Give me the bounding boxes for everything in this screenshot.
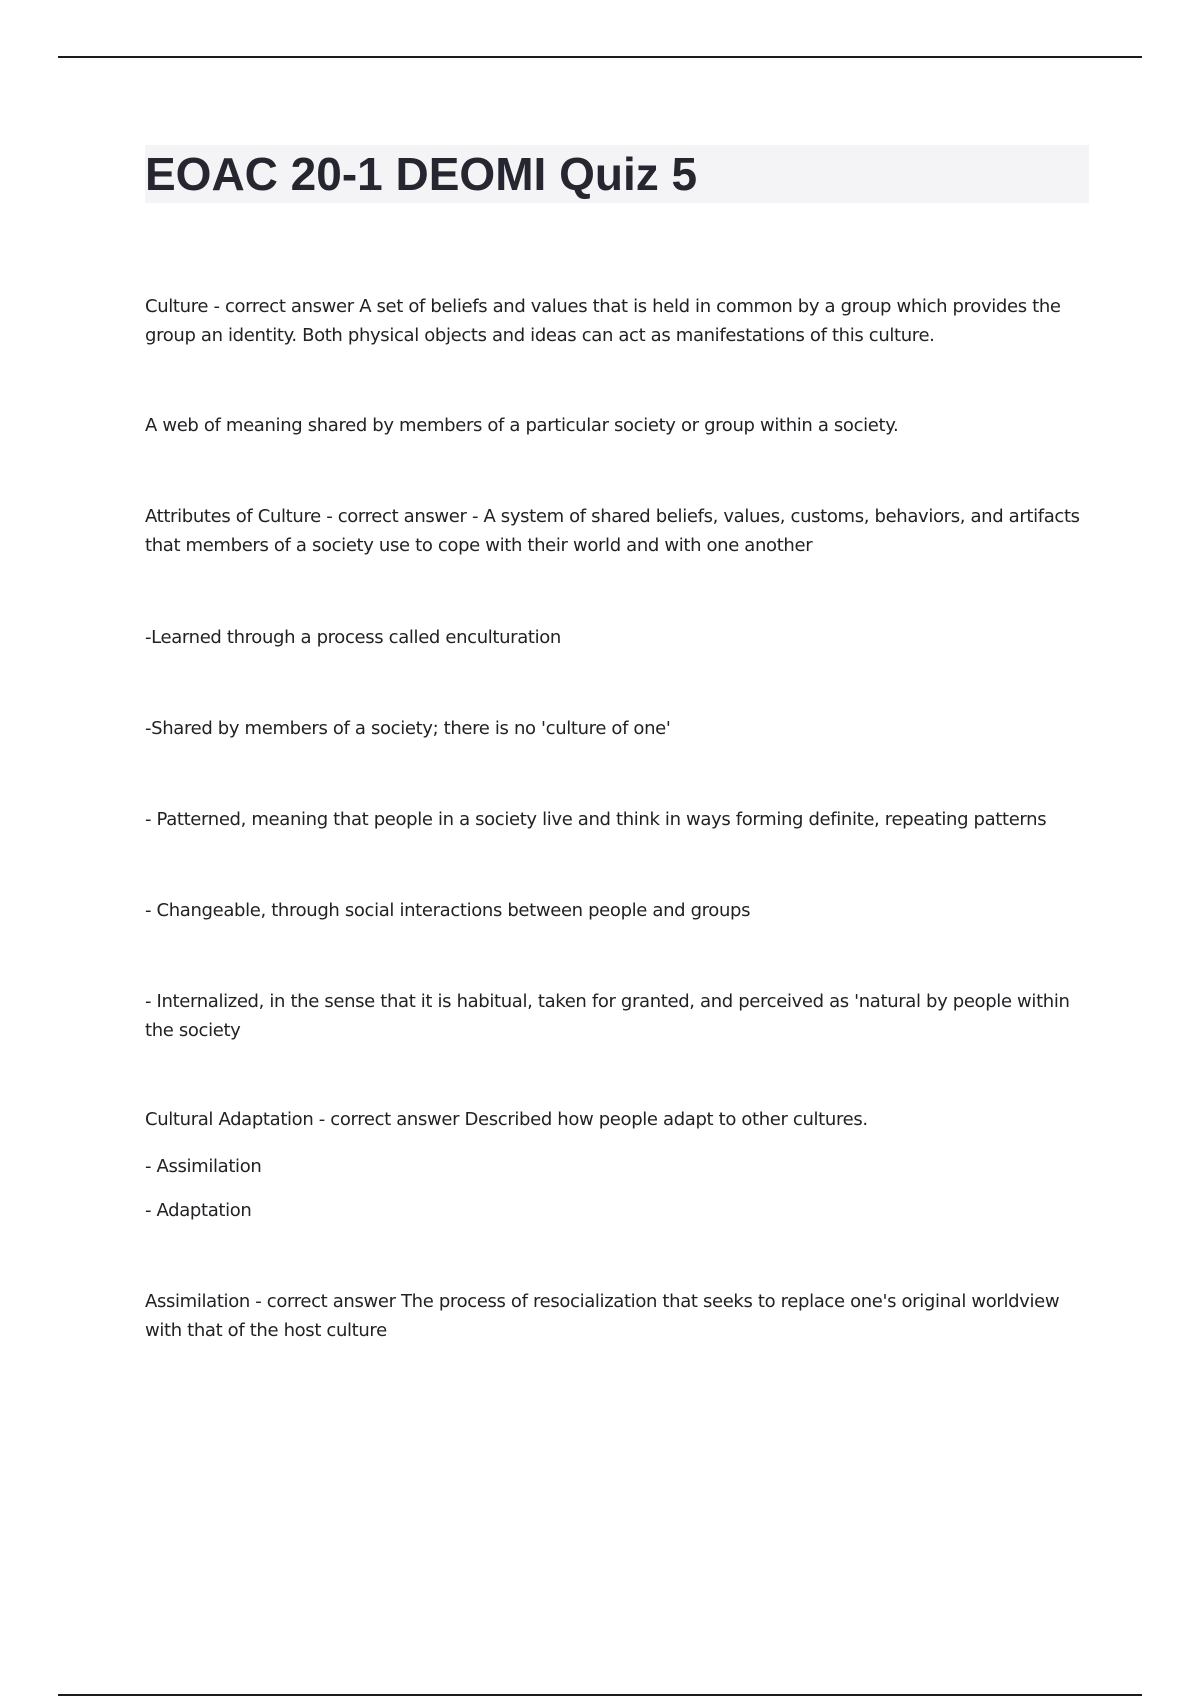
document-title: EOAC 20-1 DEOMI Quiz 5 <box>145 148 698 200</box>
paragraph-learned: -Learned through a process called enculturation <box>145 627 561 648</box>
paragraph-culture-definition: Culture - correct answer A set of beliefs and values that is held in common by a group which provides the group an identity. Both physical objects and ideas can act as manifestations of this culture. <box>145 296 1061 346</box>
paragraph-attributes-of-culture: Attributes of Culture - correct answer - A system of shared beliefs, values, customs, behaviors, and artifacts that members of a society use to cope with their world and with one another <box>145 506 1080 556</box>
paragraph-adaptation-item: - Adaptation <box>145 1200 252 1221</box>
paragraph-shared: -Shared by members of a society; there is no 'culture of one' <box>145 718 671 739</box>
footer-rule <box>58 1694 1142 1696</box>
paragraph-assimilation-item: - Assimilation <box>145 1156 262 1177</box>
paragraph-web-of-meaning: A web of meaning shared by members of a particular society or group within a society. <box>145 415 899 436</box>
header-rule <box>58 56 1142 58</box>
paragraph-patterned: - Patterned, meaning that people in a society live and think in ways forming definite, repeating patterns <box>145 809 1047 830</box>
paragraph-internalized: - Internalized, in the sense that it is habitual, taken for granted, and perceived as 'natural by people within the society <box>145 991 1070 1041</box>
paragraph-assimilation-definition: Assimilation - correct answer The process of resocialization that seeks to replace one's original worldview with that of the host culture <box>145 1291 1060 1341</box>
paragraph-cultural-adaptation: Cultural Adaptation - correct answer Described how people adapt to other cultures. <box>145 1109 868 1130</box>
paragraph-changeable: - Changeable, through social interactions between people and groups <box>145 900 751 921</box>
